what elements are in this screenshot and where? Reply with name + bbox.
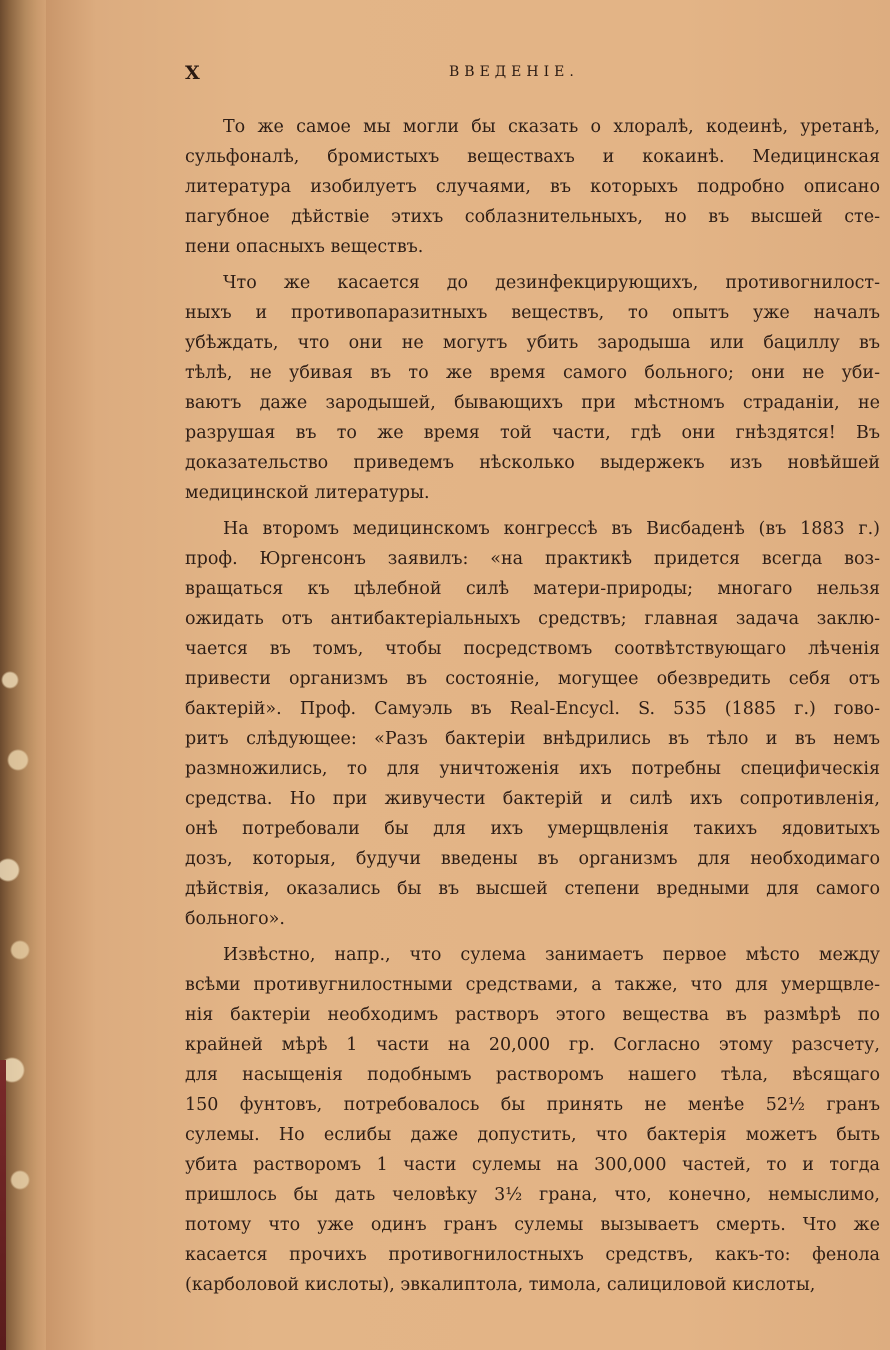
- paragraph: [185, 940, 880, 1300]
- text-line: пришлось бы дать человѣку 3½ грана, что, конечно, немыслимо,: [185, 1185, 880, 1205]
- text-line: ныхъ и противопаразитныхъ веществъ, то опытъ уже началъ: [185, 303, 880, 323]
- paragraph: [185, 268, 880, 508]
- paragraph: [185, 514, 880, 934]
- cover-edge: [0, 1060, 6, 1350]
- text-line: нія бактеріи необходимъ растворъ этого вещества въ размѣрѣ по: [185, 1005, 880, 1025]
- text-line: всѣми противугнилостными средствами, а также, что для умерщвле-: [185, 975, 880, 995]
- text-line: потому что уже одинъ гранъ сулемы вызываетъ смерть. Что же: [185, 1215, 880, 1235]
- text-line: чается въ томъ, чтобы посредствомъ соотвѣтствующаго лѣченія: [185, 639, 880, 659]
- text-line: дозъ, которыя, будучи введены въ организмъ для необходимаго: [185, 849, 880, 869]
- text-line: сульфоналѣ, бромистыхъ веществахъ и кокаинѣ. Медицинская: [185, 147, 880, 167]
- text-line: ожидать отъ антибактеріальныхъ средствъ; главная задача заклю-: [185, 609, 880, 629]
- text-line: касается прочихъ противогнилостныхъ средствъ, какъ-то: фенола: [185, 1245, 880, 1265]
- text-line: проф. Юргенсонъ заявилъ: «на практикѣ придется всегда воз-: [185, 549, 880, 569]
- text-line: больного».: [185, 909, 285, 929]
- text-line: средства. Но при живучести бактерій и силѣ ихъ сопротивленія,: [185, 789, 880, 809]
- body-text: [185, 112, 880, 1306]
- text-line: медицинской литературы.: [185, 483, 430, 503]
- text-line: разрушая въ то же время той части, гдѣ они гнѣздятся! Въ: [185, 423, 880, 443]
- page-number: X: [185, 62, 200, 84]
- text-line: пени опасныхъ веществъ.: [185, 237, 424, 257]
- page-header: [185, 62, 880, 88]
- text-line: для насыщенія подобнымъ растворомъ нашего тѣла, вѣсящаго: [185, 1065, 880, 1085]
- text-line: размножились, то для уничтоженія ихъ потребны специфическія: [185, 759, 880, 779]
- text-line: пагубное дѣйствіе этихъ соблазнительныхъ, но въ высшей сте-: [185, 207, 880, 227]
- text-line: Извѣстно, напр., что сулема занимаетъ первое мѣсто между: [223, 945, 880, 965]
- text-line: То же самое мы могли бы сказать о хлоралѣ, кодеинѣ, уретанѣ,: [223, 117, 880, 137]
- text-line: ваютъ даже зародышей, бывающихъ при мѣстномъ страданіи, не: [185, 393, 880, 413]
- text-line: тѣлѣ, не убивая въ то же время самого больного; они не уби-: [185, 363, 880, 383]
- text-line: вращаться къ цѣлебной силѣ матери-природы; многаго нельзя: [185, 579, 880, 599]
- text-line: сулемы. Но еслибы даже допустить, что бактерія можетъ быть: [185, 1125, 880, 1145]
- paragraph: [185, 112, 880, 262]
- running-head: ВВЕДЕНІЕ.: [449, 64, 579, 80]
- text-line: убѣждать, что они не могутъ убить зародыша или бациллу въ: [185, 333, 880, 353]
- text-line: (карболовой кислоты), эвкалиптола, тимола, салициловой кислоты,: [185, 1275, 816, 1295]
- text-line: дѣйствія, оказались бы въ высшей степени вредными для самого: [185, 879, 880, 899]
- text-line: литература изобилуетъ случаями, въ которыхъ подробно описано: [185, 177, 880, 197]
- text-line: крайней мѣрѣ 1 части на 20,000 гр. Согласно этому разсчету,: [185, 1035, 880, 1055]
- text-line: бактерій». Проф. Самуэль въ Real-Encycl. S. 535 (1885 г.) гово-: [185, 699, 880, 719]
- text-line: 150 фунтовъ, потребовалось бы принять не менѣе 52½ гранъ: [185, 1095, 880, 1115]
- text-line: убита растворомъ 1 части сулемы на 300,000 частей, то и тогда: [185, 1155, 880, 1175]
- text-line: онѣ потребовали бы для ихъ умерщвленія такихъ ядовитыхъ: [185, 819, 880, 839]
- text-line: На второмъ медицинскомъ конгрессѣ въ Висбаденѣ (въ 1883 г.): [223, 519, 880, 539]
- text-line: привести организмъ въ состояніе, могущее обезвредить себя отъ: [185, 669, 880, 689]
- text-line: доказательство приведемъ нѣсколько выдержекъ изъ новѣйшей: [185, 453, 880, 473]
- text-line: Что же касается до дезинфекцирующихъ, противогнилост-: [223, 273, 880, 293]
- text-line: ритъ слѣдующее: «Разъ бактеріи внѣдрились въ тѣло и въ немъ: [185, 729, 880, 749]
